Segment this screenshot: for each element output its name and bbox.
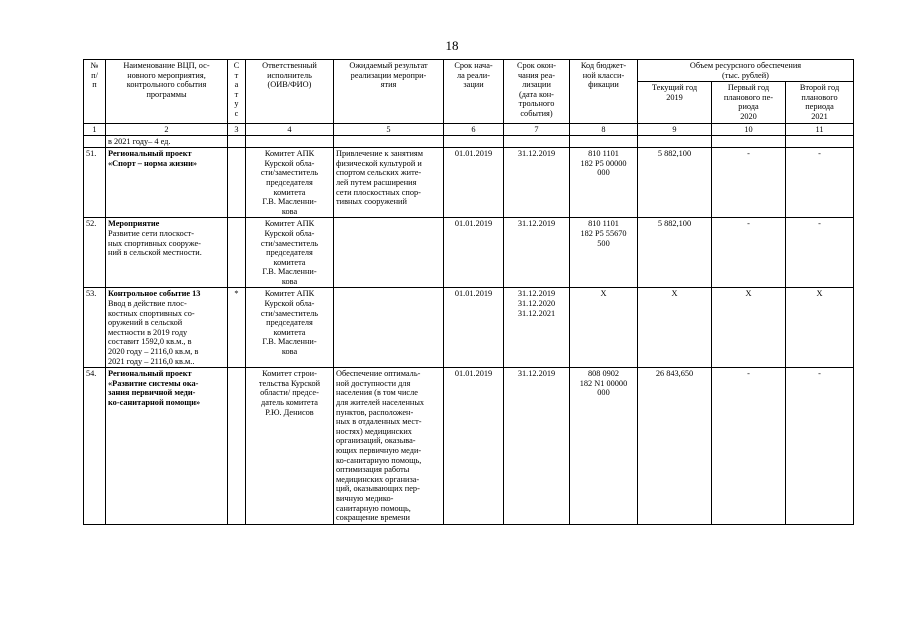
text-line: новного мероприятия, (127, 70, 206, 80)
row-number: 54. (84, 368, 106, 525)
text-line: Срок окон- (516, 61, 557, 70)
measure-name (106, 368, 228, 525)
text-line: ко-санитарной помощи» (108, 398, 201, 407)
table-row (84, 368, 854, 525)
budget-code (570, 368, 638, 525)
column-index-cell: 6 (444, 123, 504, 135)
text-line: Текущий год (651, 83, 698, 93)
column-index-cell: 7 (504, 123, 570, 135)
start-date: 01.01.2019 (444, 288, 504, 368)
text-line: санитарную помощь, (336, 503, 411, 513)
text-line: Комитет строи- (262, 369, 317, 379)
column-index-cell: 2 (106, 123, 228, 135)
text-line: Комитет АПК (264, 219, 315, 229)
start-date: 01.01.2019 (444, 148, 504, 218)
text-line: Курской обла- (264, 299, 315, 309)
text-line: т (234, 89, 239, 99)
text-line: № (90, 61, 99, 70)
text-line: Код бюджет- (580, 61, 627, 70)
text-line: программы (146, 89, 187, 99)
measure-name (106, 148, 228, 218)
text-line: 182 P5 55670 (580, 228, 627, 238)
text-line: сокращение времени (336, 513, 410, 523)
text-line: ний в сельской местности. (108, 248, 202, 258)
column-index-cell: 1 (84, 123, 106, 135)
status-mark: * (228, 288, 246, 368)
text-line: 31.12.2020 (517, 299, 556, 309)
text-line: п/ (91, 70, 98, 80)
text-line: Срок нача- (454, 61, 493, 70)
text-line: комитета (273, 187, 306, 197)
text-line: области/ предсе- (260, 388, 319, 398)
funding-2021: X (786, 288, 854, 368)
text-line: оружений в сельской (108, 318, 183, 328)
header-resources (638, 60, 854, 82)
text-line: организаций, оказыва- (336, 436, 416, 446)
funding-2020: X (712, 288, 786, 368)
row-number: 51. (84, 148, 106, 218)
status-mark (228, 218, 246, 288)
text-line: комитета (273, 257, 306, 267)
text-line: 2021 году – 2116,0 кв.м.. (108, 356, 195, 366)
text-line: тивных сооружений (336, 197, 407, 207)
text-line: 31.12.2019 (517, 149, 556, 159)
text-line: 000 (597, 388, 610, 398)
text-line: т (234, 70, 239, 80)
text-line: ностях) медицинских (336, 426, 412, 436)
text-line: Контрольное событие 13 (108, 289, 201, 299)
text-line: лизации (522, 80, 551, 90)
status-mark (228, 368, 246, 525)
funding-2021: - (786, 218, 854, 288)
funding-2019: 5 882,100 (638, 148, 712, 218)
text-line: ций, оказывающих пер- (336, 484, 420, 494)
funding-2021: - (786, 368, 854, 525)
text-line: у (234, 99, 239, 109)
status-mark (228, 148, 246, 218)
text-line: ко-санитарную помощь, (336, 455, 422, 465)
expected-result (334, 288, 444, 368)
text-line: реализации меропри- (350, 70, 427, 80)
funding-2020: - (712, 368, 786, 525)
text-line: 810 1101 (588, 149, 619, 159)
text-line: п (92, 80, 97, 90)
text-line: планового (801, 92, 838, 102)
text-line: для жителей населенных (336, 398, 425, 407)
responsible-executor (246, 288, 334, 368)
text-line: Обеспечение оптималь- (336, 369, 421, 379)
page-number: 18 (445, 38, 459, 53)
text-line: (тыс. рублей) (722, 70, 769, 80)
start-date: 01.01.2019 (444, 218, 504, 288)
row-number: 52. (84, 218, 106, 288)
text-line: «Спорт – норма жизни» (108, 158, 198, 168)
text-line: «Развитие системы ока- (108, 378, 199, 388)
table-rows (84, 148, 854, 525)
text-line: 808 0902 (587, 369, 620, 379)
text-line: периода (805, 102, 834, 112)
text-line: вичную медико- (336, 493, 394, 503)
end-date (504, 218, 570, 288)
end-date (504, 148, 570, 218)
text-line: кова (281, 347, 298, 357)
header-year-first (712, 82, 786, 123)
expected-result (334, 148, 444, 218)
text-line: 500 (597, 238, 610, 248)
text-line: Курской обла- (264, 158, 315, 168)
measure-name (106, 218, 228, 288)
text-line: 31.12.2021 (517, 308, 556, 318)
text-line: с (234, 108, 239, 118)
text-line: Наименование ВЦП, ос- (123, 61, 210, 70)
text-line: Комитет АПК (264, 149, 315, 159)
text-line: Первый год (727, 83, 770, 93)
responsible-executor (246, 368, 334, 525)
text-line: кова (281, 276, 298, 286)
program-measures-table (83, 59, 854, 525)
header-status (228, 60, 246, 124)
text-line: Курской обла- (264, 228, 315, 238)
column-index-row (84, 123, 854, 135)
text-line: сти/заместитель (260, 308, 319, 318)
text-line: 31.12.2019 (517, 219, 556, 229)
text-line: датель комитета (260, 398, 318, 407)
header-num (84, 60, 106, 124)
text-line: 2021 (811, 111, 828, 121)
text-line: 31.12.2019 (517, 369, 556, 379)
text-line: председателя (266, 318, 313, 328)
text-line: фикации (588, 80, 619, 90)
text-line: 31.12.2019 (517, 289, 556, 299)
text-line: Региональный проект (108, 369, 192, 379)
text-line: Ожидаемый результат (349, 61, 428, 70)
text-line: Г.В. Масленни- (262, 337, 317, 347)
text-line: ных в отдаленных мест- (336, 417, 422, 427)
text-line: Мероприятие (108, 219, 160, 229)
text-line: события) (520, 108, 553, 118)
funding-2020: - (712, 218, 786, 288)
text-line: риода (738, 102, 759, 112)
text-line: 2020 (740, 111, 757, 121)
text-line: местности в 2019 году (108, 327, 188, 337)
text-line: трольного (518, 99, 555, 109)
text-line: ной доступности для (336, 378, 411, 388)
text-line: составит 1592,0 кв.м., в (108, 337, 192, 347)
budget-code (570, 218, 638, 288)
text-line: костных спортивных со- (108, 308, 195, 318)
text-line: ных спортивных сооруже- (108, 238, 201, 248)
responsible-executor (246, 148, 334, 218)
text-line: спортом сельских жите- (336, 168, 422, 178)
header-name (106, 60, 228, 124)
funding-2020: - (712, 148, 786, 218)
text-line: 182 P5 00000 (580, 158, 627, 168)
text-line: председателя (266, 248, 313, 258)
funding-2019: 5 882,100 (638, 218, 712, 288)
text-line: ной класси- (582, 70, 625, 80)
budget-code (570, 148, 638, 218)
text-line: Второй год (799, 83, 840, 93)
text-line: кова (281, 206, 298, 216)
text-line: (ОИВ/ФИО) (267, 80, 312, 90)
text-line: председателя (266, 177, 313, 187)
text-line: (дата кон- (519, 89, 554, 99)
expected-result (334, 368, 444, 525)
text-line: Ответственный (262, 61, 317, 70)
text-line: сети плоскостных спор- (336, 187, 421, 197)
funding-2021: - (786, 148, 854, 218)
continuation-text: в 2021 году– 4 ед. (106, 135, 228, 148)
text-line: комитета (273, 327, 306, 337)
text-line: чания реа- (517, 70, 555, 80)
column-index-cell: 5 (334, 123, 444, 135)
text-line: тельства Курской (258, 378, 321, 388)
text-line: контрольного события (126, 80, 207, 90)
text-line: пунктов, расположен- (336, 407, 414, 417)
text-line: сти/заместитель (260, 168, 319, 178)
expected-result (334, 218, 444, 288)
text-line: населения (в том числе (336, 388, 418, 398)
header-year-current (638, 82, 712, 123)
text-line: ющих первичную меди- (336, 445, 422, 455)
header-year-second (786, 82, 854, 123)
text-line: Р.Ю. Денисов (265, 407, 314, 417)
column-index-cell: 8 (570, 123, 638, 135)
column-index-cell: 3 (228, 123, 246, 135)
text-line: Объем ресурсного обеспечения (689, 61, 802, 70)
column-index-cell: 9 (638, 123, 712, 135)
text-line: 182 N1 00000 (579, 378, 628, 388)
column-index-cell: 4 (246, 123, 334, 135)
table-row (84, 148, 854, 218)
text-line: зания первичной меди- (108, 388, 196, 398)
start-date: 01.01.2019 (444, 368, 504, 525)
text-line: 2019 (666, 92, 683, 102)
text-line: ла реали- (457, 70, 490, 80)
text-line: сти/заместитель (260, 238, 319, 248)
continuation-row (84, 135, 854, 148)
text-line: X (600, 289, 607, 299)
column-index-cell: 11 (786, 123, 854, 135)
text-line: исполнитель (267, 70, 312, 80)
header-result (334, 60, 444, 124)
text-line: лей путем расширения (336, 177, 417, 187)
text-line: медицинских организа- (336, 474, 420, 484)
end-date (504, 368, 570, 525)
funding-2019: 26 843,650 (638, 368, 712, 525)
text-line: С (233, 61, 240, 70)
header-budget-code (570, 60, 638, 124)
header-end (504, 60, 570, 124)
text-line: Привлечение к занятиям (336, 149, 423, 159)
header-start (444, 60, 504, 124)
text-line: физической культурой и (336, 158, 422, 168)
text-line: Ввод в действие плос- (108, 299, 187, 309)
responsible-executor (246, 218, 334, 288)
text-line: 2020 году – 2116,0 кв.м, в (108, 347, 199, 357)
header-responsible (246, 60, 334, 124)
row-number: 53. (84, 288, 106, 368)
text-line: планового пе- (723, 92, 774, 102)
text-line: Развитие сети плоскост- (108, 228, 195, 238)
header-row (84, 60, 854, 82)
end-date (504, 288, 570, 368)
text-line: зации (463, 80, 484, 90)
text-line: Региональный проект (108, 149, 192, 159)
text-line: 810 1101 (588, 219, 619, 229)
text-line: а (234, 80, 239, 90)
text-line: ятия (380, 80, 397, 90)
column-index-cell: 10 (712, 123, 786, 135)
table-row (84, 218, 854, 288)
text-line: Г.В. Масленни- (262, 197, 317, 207)
text-line: Комитет АПК (264, 289, 315, 299)
text-line: Г.В. Масленни- (262, 267, 317, 277)
measure-name (106, 288, 228, 368)
text-line: оптимизация работы (336, 465, 410, 475)
funding-2019: X (638, 288, 712, 368)
table-row (84, 288, 854, 368)
text-line: 000 (597, 168, 610, 178)
budget-code (570, 288, 638, 368)
